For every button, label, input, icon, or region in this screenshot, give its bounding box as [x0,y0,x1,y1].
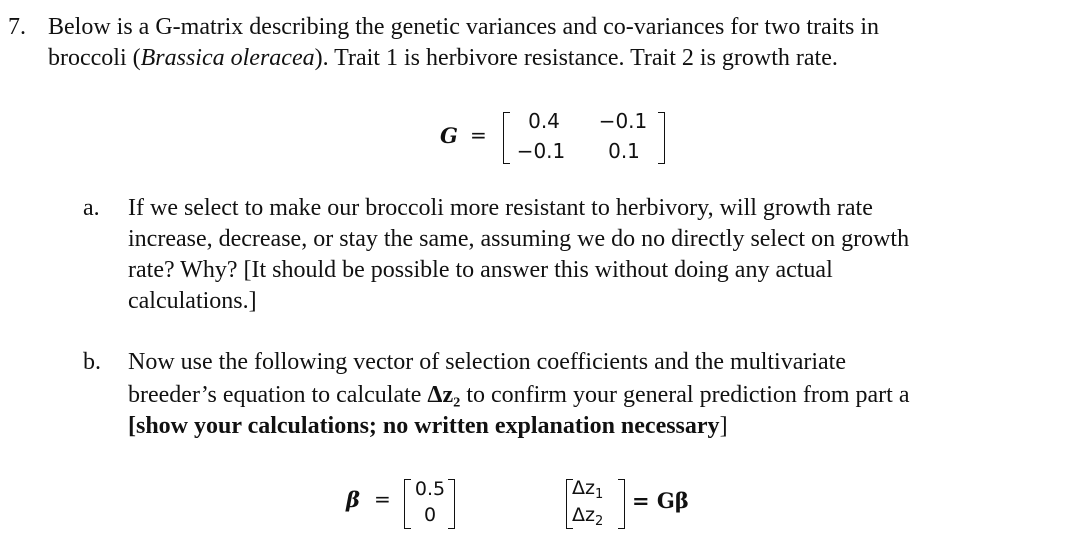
instruction-bold: [show your calculations; no written explanation necessary [128,413,720,439]
stem-text-post: ). Trait 1 is herbivore resistance. Trait 2 is growth rate. [314,45,838,71]
delta-z2: $\Delta z_2$ [572,504,604,529]
g-beta-rhs: = Gβ [632,488,689,513]
g-equals: = [470,123,487,147]
part-b-label: b. [83,349,101,375]
part-a-line-3: rate? Why? [It should be possible to answer this without doing any actual [128,257,833,283]
delta-z2-term: Δz₂ [427,382,461,408]
part-a-label: a. [83,195,100,221]
delta-z-right-bracket [618,479,625,529]
question-number: 7. [8,14,26,40]
part-a-line-1: If we select to make our broccoli more resistant to herbivory, will growth rate [128,195,873,221]
g-matrix-r1c1: 0.4 [528,109,560,133]
question-stem-line-1: Below is a G-matrix describing the genetic variances and co-variances for two traits in [48,14,880,40]
part-b-line-3 [128,411,728,441]
beta-equals: = [374,487,391,511]
beta-bottom-value: 0 [423,504,437,526]
beta-symbol: β [346,487,360,512]
part-b-line-2 [128,380,910,410]
question-stem-line-2 [48,43,838,73]
delta-z1: $\Delta z_1$ [572,477,604,502]
part-a-line-4: calculations.] [128,288,257,314]
part-b-line-1: Now use the following vector of selection coefficients and the multivariate [128,349,846,375]
part-b-text-pre: breeder’s equation to calculate [128,382,428,408]
species-name: Brassica oleracea [140,45,315,71]
g-matrix-right-bracket [658,112,665,164]
beta-top-value: 0.5 [414,478,446,500]
instruction-end-bracket: ] [719,413,728,439]
g-symbol: G [440,123,458,148]
g-matrix-r2c1: −0.1 [516,139,566,163]
g-matrix-r2c2: 0.1 [608,139,640,163]
part-b-text-post: to confirm your general prediction from part a [460,382,910,408]
stem-text-pre: broccoli ( [48,45,141,71]
part-a-line-2: increase, decrease, or stay the same, assuming we do no directly select on growth [128,226,910,252]
g-matrix-r1c2: −0.1 [598,109,648,133]
beta-right-bracket [448,479,455,529]
